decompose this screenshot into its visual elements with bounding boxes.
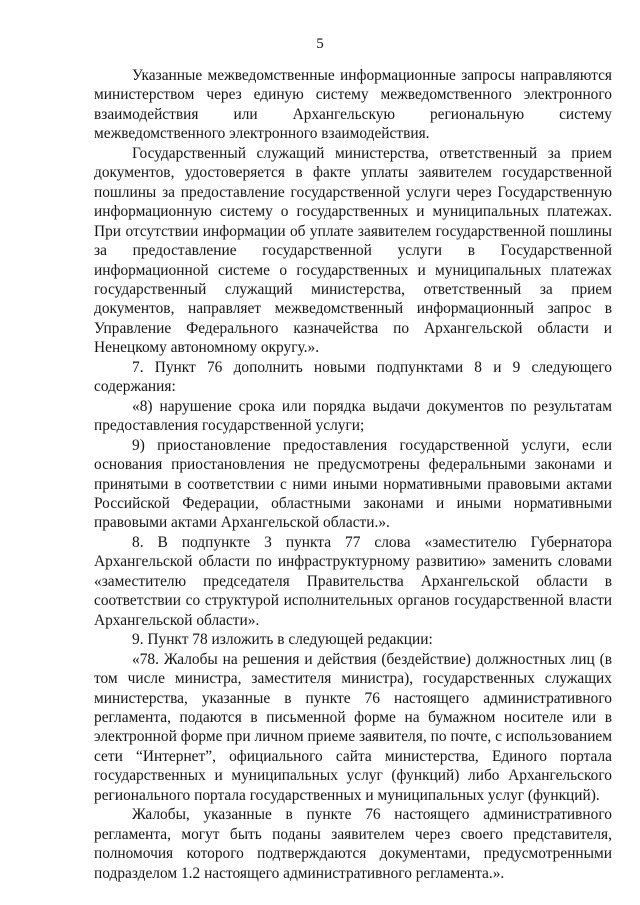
paragraph: «8) нарушение срока или порядка выдачи документов по результатам предоставления государственной услуги;	[94, 397, 612, 435]
document-body	[94, 66, 612, 883]
paragraph: 9. Пункт 78 изложить в следующей редакции:	[132, 631, 433, 649]
paragraph: Жалобы, указанные в пункте 76 настоящего административного регламента, могут быть поданы заявителем через своего представителя, полномочия которого подтверждаются документами, предусмотренными подразделом 1.2 настоящего административного регламента.».	[94, 806, 612, 882]
paragraph: 9) приостановление предоставления государственной услуги, если основания приостановления не предусмотрены федеральными законами и принятыми в соответствии с ними иными нормативными правовыми актами Российской Федерации, областными законами и иными нормативными правовыми актами Архангельской области.».	[94, 436, 612, 532]
paragraph: 8. В подпункте 3 пункта 77 слова «заместителю Губернатора Архангельской области по инфраструктурному развитию» заменить словами «заместителю председателя Правительства Архангельской области в соответствии со структурой исполнительных органов государственной власти Архангельской области».	[94, 533, 612, 629]
paragraph: Указанные межведомственные информационные запросы направляются министерством через единую систему межведомственного электронного взаимодействия или Архангельскую региональную систему межведомственного электронного взаимодействия.	[94, 67, 612, 143]
page-number: 5	[316, 36, 324, 52]
paragraph: «78. Жалобы на решения и действия (бездействие) должностных лиц (в том числе министра, заместителя министра), государственных служащих министерства, указанные в пункте 76 настоящего административного регламента, подаются в письменной форме на бумажном носителе или в электронной форме при личном приеме заявителя, по почте, с использованием сети “Интернет”, официального сайта министерства, Единого портала государственных и муниципальных услуг (функций) либо Архангельского регионального портала государственных и муниципальных услуг (функций).	[94, 650, 612, 804]
paragraph: Государственный служащий министерства, ответственный за прием документов, удостоверяется в факте уплаты заявителем государственной пошлины за предоставление государственной услуги через Государственную информационную систему о государственных и муниципальных платежах. При отсутствии информации об уплате заявителем государственной пошлины за предоставление государственной услуги в Государственной информационной системе о государственных и муниципальных платежах государственный служащий министерства, ответственный за прием документов, направляет межведомственный информационный запрос в Управление Федерального казначейства по Архангельской области и Ненецкому автономному округу.».	[94, 144, 612, 357]
paragraph: 7. Пункт 76 дополнить новыми подпунктами 8 и 9 следующего содержания:	[94, 358, 612, 396]
